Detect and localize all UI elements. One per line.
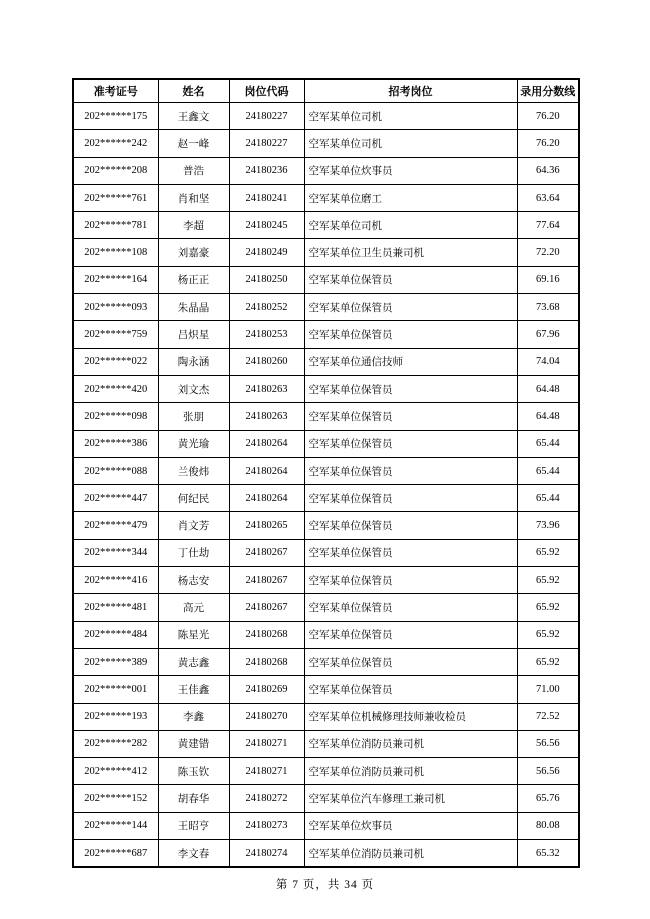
cell-admission-score-line: 65.32 <box>517 840 579 868</box>
cell-recruitment-position: 空军某单位通信技师 <box>304 348 517 375</box>
page-number-footer: 第 7 页，共 34 页 <box>275 879 375 891</box>
table-row <box>73 785 579 812</box>
cell-recruitment-position: 空军某单位炊事员 <box>304 157 517 184</box>
cell-admission-score-line: 64.48 <box>517 375 579 402</box>
cell-recruitment-position: 空军某单位保管员 <box>304 539 517 566</box>
column-header-admission-ticket-number: 准考证号 <box>73 79 158 103</box>
table-row <box>73 485 579 512</box>
cell-candidate-name: 高元 <box>158 594 229 621</box>
cell-candidate-name: 肖文芳 <box>158 512 229 539</box>
cell-admission-ticket-number: 202******759 <box>73 321 158 348</box>
cell-position-code: 24180267 <box>229 594 304 621</box>
cell-admission-ticket-number: 202******001 <box>73 676 158 703</box>
cell-admission-score-line: 65.44 <box>517 430 579 457</box>
cell-admission-score-line: 69.16 <box>517 266 579 293</box>
cell-admission-score-line: 64.48 <box>517 403 579 430</box>
cell-position-code: 24180271 <box>229 758 304 785</box>
cell-admission-ticket-number: 202******481 <box>73 594 158 621</box>
cell-admission-ticket-number: 202******144 <box>73 812 158 839</box>
table-row <box>73 103 579 130</box>
table-row <box>73 403 579 430</box>
cell-candidate-name: 何纪民 <box>158 485 229 512</box>
cell-candidate-name: 黄光瑜 <box>158 430 229 457</box>
column-header-position-code: 岗位代码 <box>229 79 304 103</box>
cell-candidate-name: 胡春华 <box>158 785 229 812</box>
cell-admission-ticket-number: 202******386 <box>73 430 158 457</box>
cell-admission-ticket-number: 202******479 <box>73 512 158 539</box>
cell-candidate-name: 李文春 <box>158 840 229 868</box>
table-row <box>73 594 579 621</box>
cell-position-code: 24180253 <box>229 321 304 348</box>
table-row <box>73 457 579 484</box>
cell-candidate-name: 李超 <box>158 212 229 239</box>
table-row <box>73 758 579 785</box>
table-row <box>73 294 579 321</box>
table-row <box>73 567 579 594</box>
cell-recruitment-position: 空军某单位司机 <box>304 212 517 239</box>
cell-position-code: 24180252 <box>229 294 304 321</box>
cell-admission-score-line: 73.96 <box>517 512 579 539</box>
cell-recruitment-position: 空军某单位司机 <box>304 103 517 130</box>
cell-candidate-name: 杨志安 <box>158 567 229 594</box>
cell-position-code: 24180269 <box>229 676 304 703</box>
cell-recruitment-position: 空军某单位保管员 <box>304 485 517 512</box>
cell-candidate-name: 陶永涵 <box>158 348 229 375</box>
table-row <box>73 375 579 402</box>
table-row <box>73 348 579 375</box>
cell-admission-ticket-number: 202******282 <box>73 730 158 757</box>
cell-recruitment-position: 空军某单位消防员兼司机 <box>304 758 517 785</box>
cell-candidate-name: 王鑫文 <box>158 103 229 130</box>
cell-recruitment-position: 空军某单位司机 <box>304 130 517 157</box>
table-body <box>73 103 579 868</box>
cell-position-code: 24180227 <box>229 130 304 157</box>
cell-recruitment-position: 空军某单位保管员 <box>304 676 517 703</box>
table-row <box>73 812 579 839</box>
cell-admission-score-line: 65.92 <box>517 648 579 675</box>
cell-candidate-name: 赵一峰 <box>158 130 229 157</box>
cell-recruitment-position: 空军某单位消防员兼司机 <box>304 730 517 757</box>
cell-admission-ticket-number: 202******208 <box>73 157 158 184</box>
cell-candidate-name: 刘文杰 <box>158 375 229 402</box>
cell-candidate-name: 吕炽星 <box>158 321 229 348</box>
cell-candidate-name: 杨正正 <box>158 266 229 293</box>
cell-admission-ticket-number: 202******484 <box>73 621 158 648</box>
cell-admission-score-line: 72.20 <box>517 239 579 266</box>
cell-recruitment-position: 空军某单位保管员 <box>304 266 517 293</box>
cell-admission-ticket-number: 202******781 <box>73 212 158 239</box>
cell-recruitment-position: 空军某单位保管员 <box>304 430 517 457</box>
cell-recruitment-position: 空军某单位机械修理技师兼收检员 <box>304 703 517 730</box>
cell-admission-ticket-number: 202******108 <box>73 239 158 266</box>
cell-recruitment-position: 空军某单位磨工 <box>304 184 517 211</box>
cell-recruitment-position: 空军某单位保管员 <box>304 594 517 621</box>
cell-candidate-name: 朱晶晶 <box>158 294 229 321</box>
cell-admission-score-line: 65.76 <box>517 785 579 812</box>
cell-position-code: 24180264 <box>229 457 304 484</box>
table-row <box>73 239 579 266</box>
cell-candidate-name: 王佳鑫 <box>158 676 229 703</box>
cell-recruitment-position: 空军某单位保管员 <box>304 621 517 648</box>
cell-admission-score-line: 56.56 <box>517 730 579 757</box>
cell-candidate-name: 普浩 <box>158 157 229 184</box>
cell-admission-ticket-number: 202******164 <box>73 266 158 293</box>
cell-position-code: 24180270 <box>229 703 304 730</box>
cell-position-code: 24180271 <box>229 730 304 757</box>
cell-admission-score-line: 74.04 <box>517 348 579 375</box>
cell-admission-ticket-number: 202******416 <box>73 567 158 594</box>
cell-admission-score-line: 67.96 <box>517 321 579 348</box>
cell-candidate-name: 黄志鑫 <box>158 648 229 675</box>
cell-admission-score-line: 71.00 <box>517 676 579 703</box>
cell-admission-ticket-number: 202******242 <box>73 130 158 157</box>
cell-admission-score-line: 73.68 <box>517 294 579 321</box>
cell-admission-ticket-number: 202******088 <box>73 457 158 484</box>
cell-position-code: 24180272 <box>229 785 304 812</box>
column-header-candidate-name: 姓名 <box>158 79 229 103</box>
cell-candidate-name: 丁仕劫 <box>158 539 229 566</box>
cell-admission-score-line: 65.92 <box>517 621 579 648</box>
cell-admission-ticket-number: 202******761 <box>73 184 158 211</box>
table-row <box>73 730 579 757</box>
cell-recruitment-position: 空军某单位汽车修理工兼司机 <box>304 785 517 812</box>
cell-admission-score-line: 65.44 <box>517 457 579 484</box>
column-header-recruitment-position: 招考岗位 <box>304 79 517 103</box>
cell-position-code: 24180249 <box>229 239 304 266</box>
cell-candidate-name: 兰俊炜 <box>158 457 229 484</box>
cell-position-code: 24180267 <box>229 539 304 566</box>
cell-recruitment-position: 空军某单位保管员 <box>304 294 517 321</box>
cell-admission-ticket-number: 202******447 <box>73 485 158 512</box>
cell-admission-score-line: 77.64 <box>517 212 579 239</box>
table-row <box>73 184 579 211</box>
cell-admission-ticket-number: 202******412 <box>73 758 158 785</box>
cell-admission-score-line: 64.36 <box>517 157 579 184</box>
cell-candidate-name: 陈玉钦 <box>158 758 229 785</box>
cell-admission-score-line: 76.20 <box>517 130 579 157</box>
cell-recruitment-position: 空军某单位消防员兼司机 <box>304 840 517 868</box>
cell-admission-score-line: 80.08 <box>517 812 579 839</box>
column-header-admission-score-line: 录用分数线 <box>517 79 579 103</box>
cell-recruitment-position: 空军某单位炊事员 <box>304 812 517 839</box>
cell-position-code: 24180250 <box>229 266 304 293</box>
cell-candidate-name: 李鑫 <box>158 703 229 730</box>
cell-admission-score-line: 65.92 <box>517 539 579 566</box>
cell-admission-ticket-number: 202******193 <box>73 703 158 730</box>
cell-position-code: 24180236 <box>229 157 304 184</box>
cell-recruitment-position: 空军某单位卫生员兼司机 <box>304 239 517 266</box>
cell-candidate-name: 黄建错 <box>158 730 229 757</box>
cell-position-code: 24180265 <box>229 512 304 539</box>
table-row <box>73 130 579 157</box>
cell-position-code: 24180263 <box>229 375 304 402</box>
cell-position-code: 24180268 <box>229 648 304 675</box>
cell-candidate-name: 陈星光 <box>158 621 229 648</box>
cell-position-code: 24180241 <box>229 184 304 211</box>
cell-candidate-name: 肖和坚 <box>158 184 229 211</box>
table-row <box>73 512 579 539</box>
cell-admission-score-line: 76.20 <box>517 103 579 130</box>
table-row <box>73 539 579 566</box>
cell-admission-score-line: 65.44 <box>517 485 579 512</box>
cell-recruitment-position: 空军某单位保管员 <box>304 375 517 402</box>
score-table <box>72 78 580 868</box>
cell-admission-ticket-number: 202******022 <box>73 348 158 375</box>
table-row <box>73 676 579 703</box>
cell-position-code: 24180267 <box>229 567 304 594</box>
cell-candidate-name: 刘嘉豪 <box>158 239 229 266</box>
cell-admission-ticket-number: 202******687 <box>73 840 158 868</box>
table-header-row <box>73 79 579 103</box>
cell-position-code: 24180227 <box>229 103 304 130</box>
table-row <box>73 430 579 457</box>
table-row <box>73 648 579 675</box>
cell-recruitment-position: 空军某单位保管员 <box>304 403 517 430</box>
cell-recruitment-position: 空军某单位保管员 <box>304 321 517 348</box>
table-row <box>73 703 579 730</box>
cell-recruitment-position: 空军某单位保管员 <box>304 457 517 484</box>
cell-recruitment-position: 空军某单位保管员 <box>304 648 517 675</box>
cell-candidate-name: 王昭亨 <box>158 812 229 839</box>
cell-admission-ticket-number: 202******175 <box>73 103 158 130</box>
table-row <box>73 621 579 648</box>
cell-position-code: 24180260 <box>229 348 304 375</box>
cell-position-code: 24180245 <box>229 212 304 239</box>
cell-admission-score-line: 63.64 <box>517 184 579 211</box>
cell-position-code: 24180273 <box>229 812 304 839</box>
cell-position-code: 24180268 <box>229 621 304 648</box>
cell-admission-ticket-number: 202******389 <box>73 648 158 675</box>
table-row <box>73 840 579 868</box>
cell-admission-score-line: 72.52 <box>517 703 579 730</box>
cell-recruitment-position: 空军某单位保管员 <box>304 512 517 539</box>
cell-admission-ticket-number: 202******344 <box>73 539 158 566</box>
table-row <box>73 266 579 293</box>
cell-admission-ticket-number: 202******098 <box>73 403 158 430</box>
cell-position-code: 24180264 <box>229 430 304 457</box>
cell-admission-ticket-number: 202******420 <box>73 375 158 402</box>
cell-admission-score-line: 56.56 <box>517 758 579 785</box>
table-row <box>73 157 579 184</box>
cell-recruitment-position: 空军某单位保管员 <box>304 567 517 594</box>
cell-admission-ticket-number: 202******093 <box>73 294 158 321</box>
cell-admission-score-line: 65.92 <box>517 594 579 621</box>
table-row <box>73 212 579 239</box>
cell-admission-score-line: 65.92 <box>517 567 579 594</box>
cell-admission-ticket-number: 202******152 <box>73 785 158 812</box>
cell-candidate-name: 张朋 <box>158 403 229 430</box>
table-row <box>73 321 579 348</box>
cell-position-code: 24180263 <box>229 403 304 430</box>
cell-position-code: 24180264 <box>229 485 304 512</box>
cell-position-code: 24180274 <box>229 840 304 868</box>
